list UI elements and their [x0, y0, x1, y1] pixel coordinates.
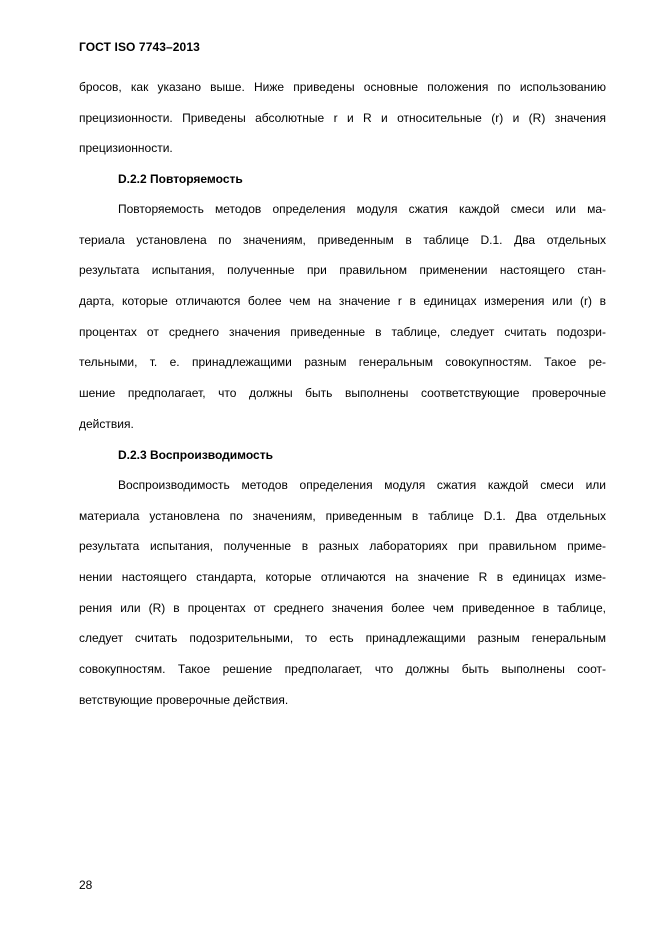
reproducibility-paragraph [79, 470, 606, 716]
text-line: результата испытания, полученные при правильном применении настоящего стан- [79, 263, 606, 278]
text-line: следует считать подозрительными, то есть принадлежащими разным генеральным [79, 631, 606, 646]
text-line: прецизионности. [79, 141, 173, 156]
text-line: тельными, т. е. принадлежащими разным генеральным совокупностям. Такое ре- [79, 355, 606, 370]
document-code: ГОСТ ISO 7743–2013 [79, 40, 200, 54]
text-line: нении настоящего стандарта, которые отличаются на значение R в единицах изме- [79, 570, 606, 585]
section-heading-reproducibility: D.2.3 Воспроизводимость [118, 448, 273, 462]
text-line: ветствующие проверочные действия. [79, 692, 289, 707]
text-line: процентах от среднего значения приведенные в таблице, следует считать подозри- [79, 324, 606, 339]
text-line: Повторяемость методов определения модуля сжатия каждой смеси или ма- [118, 202, 606, 216]
text-line: результата испытания, полученные в разных лабораториях при правильном приме- [79, 539, 606, 554]
repeatability-paragraph [79, 194, 606, 440]
page-number: 28 [79, 878, 93, 892]
text-line: совокупностям. Такое решение предполагает, что должны быть выполнены соот- [79, 662, 606, 677]
intro-paragraph [79, 72, 606, 164]
section-heading-repeatability: D.2.2 Повторяемость [118, 172, 243, 186]
text-line: прецизионности. Приведены абсолютные r и R и относительные (r) и (R) значения [79, 110, 606, 125]
text-line: Воспроизводимость методов определения модуля сжатия каждой смеси или [118, 478, 606, 492]
text-line: дарта, которые отличаются более чем на значение r в единицах измерения или (r) в [79, 294, 606, 309]
text-line: бросов, как указано выше. Ниже приведены основные положения по использованию [79, 80, 606, 94]
text-line: материала установлена по значениям, приведенным в таблице D.1. Два отдельных [79, 508, 606, 523]
text-line: териала установлена по значениям, приведенным в таблице D.1. Два отдельных [79, 232, 606, 247]
text-line: рения или (R) в процентах от среднего значения более чем приведенное в таблице, [79, 600, 606, 615]
text-line: шение предполагает, что должны быть выполнены соответствующие проверочные [79, 386, 606, 401]
text-line: действия. [79, 416, 134, 431]
